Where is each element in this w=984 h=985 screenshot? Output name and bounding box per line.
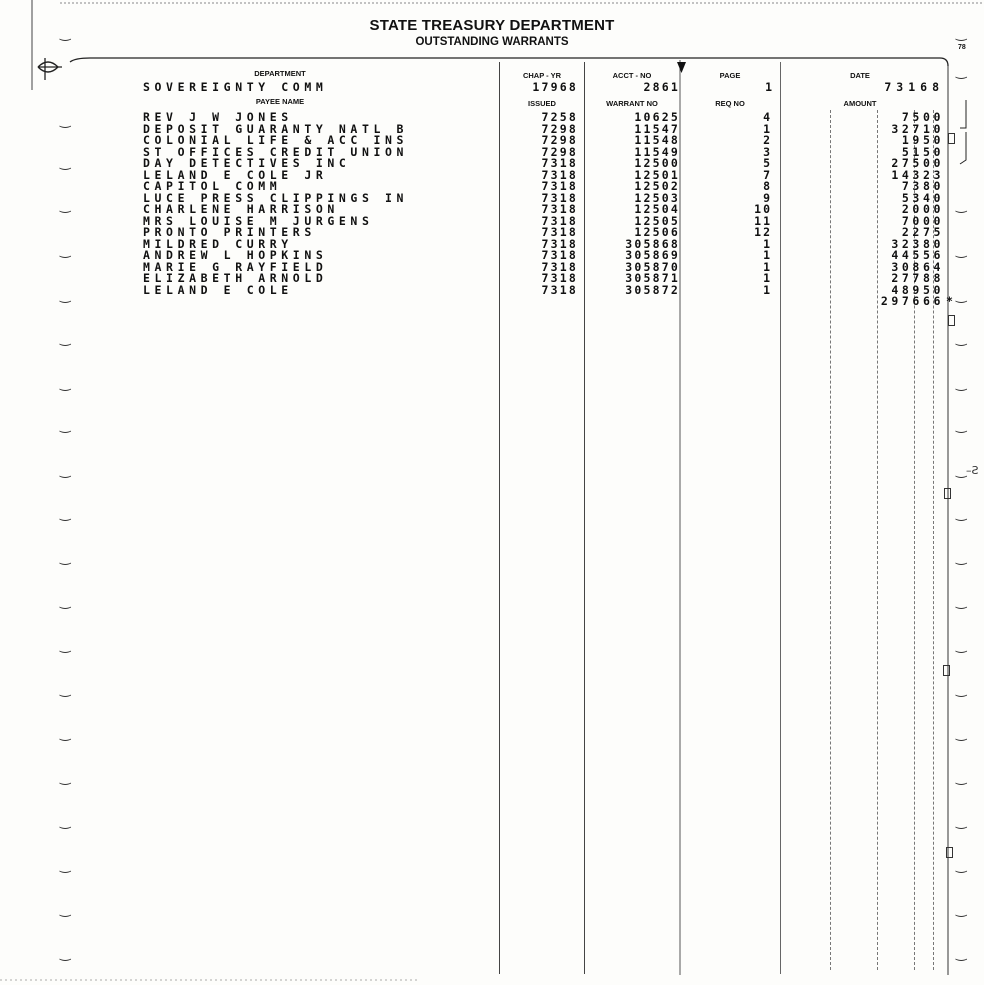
issued-value: 7318: [541, 190, 578, 205]
req-column: [700, 112, 772, 296]
amount-value: 7500: [901, 110, 944, 124]
req-number: 8: [763, 179, 772, 193]
req-number: 10: [754, 202, 772, 216]
issued-value: 7318: [541, 225, 578, 239]
payee-name: ANDREW L HOPKINS: [143, 248, 328, 262]
payee-name: MILDRED CURRY: [143, 236, 293, 251]
margin-tick-icon: ‿: [60, 199, 71, 214]
margin-mark-icon: [944, 488, 951, 499]
payee-name: CAPITOL COMM: [143, 179, 282, 193]
corner-number: 78: [958, 44, 966, 51]
margin-tick-icon: ‿: [60, 771, 71, 786]
margin-q-icon: –Ƨ: [966, 464, 979, 477]
margin-tick-icon: ‿: [60, 377, 71, 392]
document-title: STATE TREASURY DEPARTMENT: [369, 17, 615, 34]
issued-value: 7318: [541, 156, 578, 170]
issued-value: 7318: [541, 248, 578, 262]
warrant-number: 305868: [625, 236, 680, 251]
req-number: 9: [763, 190, 772, 205]
margin-tick-icon: ‿: [60, 595, 71, 610]
margin-tick-icon: ‿: [60, 859, 71, 874]
amount-value: 30864: [891, 259, 944, 274]
req-number: 1: [763, 282, 772, 297]
issued-value: 7318: [541, 213, 578, 228]
amount-value: 48950: [891, 282, 944, 297]
page-value: 1: [765, 80, 772, 94]
payee-name-label: PAYEE NAME: [255, 97, 305, 106]
margin-tick-icon: ‿: [956, 947, 967, 962]
req-number: 1: [763, 121, 772, 136]
issued-value: 7298: [541, 133, 578, 147]
margin-mark-icon: [943, 665, 950, 676]
margin-tick-icon: ‿: [60, 507, 71, 522]
margin-tick-icon: ‿: [956, 419, 967, 434]
margin-tick-icon: ‿: [956, 903, 967, 918]
amount-value: 7380: [901, 179, 944, 193]
warrant-number: 10625: [634, 110, 680, 124]
margin-tick-icon: ‿: [956, 727, 967, 742]
amount-value: 2275: [901, 225, 944, 239]
margin-tick-icon: ‿: [60, 419, 71, 434]
margin-tick-icon: ‿: [956, 507, 967, 522]
req-number: 11: [754, 213, 772, 228]
document-subtitle: OUTSTANDING WARRANTS: [415, 36, 569, 48]
issued-value: 7298: [541, 144, 578, 159]
acct-no-label: ACCT - NO: [612, 71, 652, 80]
req-no-label: REQ NO: [715, 99, 745, 108]
issued-value: 7318: [541, 271, 578, 285]
margin-tick-icon: ‿: [956, 65, 967, 80]
req-number: 1: [763, 259, 772, 274]
warrant-number: 12500: [634, 156, 680, 170]
issued-value: 7298: [541, 121, 578, 136]
warrant-number: 12501: [634, 167, 680, 182]
margin-mark-icon: [948, 315, 955, 326]
issued-value: 7318: [541, 259, 578, 274]
date-value: 73168: [884, 80, 944, 94]
payee-name: MARIE G RAYFIELD: [143, 259, 328, 274]
warrant-number: 12502: [634, 179, 680, 193]
margin-tick-icon: ‿: [956, 859, 967, 874]
margin-tick-icon: ‿: [956, 815, 967, 830]
margin-tick-icon: ‿: [60, 114, 71, 129]
payee-name: REV J W JONES: [143, 110, 293, 124]
req-number: 7: [763, 167, 772, 182]
amount-label: AMOUNT: [843, 99, 877, 108]
amount-value: 5340: [901, 190, 944, 205]
req-number: 2: [763, 133, 772, 147]
payee-name: ST OFFICES CREDIT UNION: [143, 144, 409, 159]
warrant-number: 305871: [625, 271, 680, 285]
payee-column: [143, 112, 483, 296]
warrant-number: 305870: [625, 259, 680, 274]
margin-tick-icon: ‿: [60, 639, 71, 654]
payee-name: LUCE PRESS CLIPPINGS IN: [143, 190, 409, 205]
amount-value: 44556: [891, 248, 944, 262]
amount-value: 32380: [891, 236, 944, 251]
total-amount: 297666: [880, 294, 944, 308]
margin-tick-icon: ‿: [956, 771, 967, 786]
warrant-no-label: WARRANT NO: [606, 99, 658, 108]
alignment-pointer: [677, 62, 686, 73]
date-label: DATE: [850, 71, 870, 80]
amount-value: 32710: [891, 121, 944, 136]
margin-tick-icon: ‿: [956, 27, 967, 42]
margin-tick-icon: ‿: [956, 377, 967, 392]
req-number: 4: [763, 110, 772, 124]
req-number: 12: [754, 225, 772, 239]
margin-tick-icon: ‿: [956, 199, 967, 214]
amount-value: 14323: [891, 167, 944, 182]
warrant-number: 12504: [634, 202, 680, 216]
page-label: PAGE: [719, 71, 741, 80]
amount-value: 1950: [901, 133, 944, 147]
margin-tick-icon: ‿: [60, 156, 71, 171]
warrant-column: [590, 112, 680, 296]
issued-label: ISSUED: [528, 99, 556, 108]
req-number: 5: [763, 156, 772, 170]
req-number: 3: [763, 144, 772, 159]
margin-tick-icon: ‿: [60, 683, 71, 698]
margin-tick-icon: ‿: [60, 332, 71, 347]
margin-tick-icon: ‿: [60, 244, 71, 259]
issued-value: 7258: [541, 110, 578, 124]
margin-tick-icon: ‿: [956, 332, 967, 347]
margin-tick-icon: ‿: [60, 815, 71, 830]
margin-tick-icon: ‿: [956, 595, 967, 610]
amount-column: [830, 112, 944, 308]
total-marker: *: [946, 294, 953, 308]
margin-tick-icon: ‿: [60, 727, 71, 742]
amount-value: 7000: [901, 213, 944, 228]
warrant-number: 11549: [634, 144, 680, 159]
warrant-column-rule: [584, 62, 585, 974]
warrant-number: 305869: [625, 248, 680, 262]
req-number: 1: [763, 248, 772, 262]
amount-value: 27788: [891, 271, 944, 285]
payee-name: COLONIAL LIFE & ACC INS: [143, 133, 409, 147]
warrant-number: 11548: [634, 133, 680, 147]
margin-tick-icon: ‿: [60, 289, 71, 304]
amount-value: 5150: [901, 144, 944, 159]
chap-yr-value: 17968: [532, 80, 578, 94]
payee-name: LELAND E COLE JR: [143, 167, 328, 182]
warrant-number: 11547: [634, 121, 680, 136]
payee-name: MRS LOUISE M JURGENS: [143, 213, 374, 228]
issued-value: 7318: [541, 282, 578, 297]
req-number: 1: [763, 271, 772, 285]
payee-name: LELAND E COLE: [143, 282, 293, 297]
payee-name: PRONTO PRINTERS: [143, 225, 316, 239]
margin-tick-icon: ‿: [60, 947, 71, 962]
amount-value: 2000: [901, 202, 944, 216]
issued-value: 7318: [541, 202, 578, 216]
warrant-number: 12506: [634, 225, 680, 239]
margin-mark-icon: [946, 847, 953, 858]
margin-tick-icon: ‿: [60, 464, 71, 479]
department-value: SOVEREIGNTY COMM: [143, 80, 328, 94]
margin-tick-icon: ‿: [956, 683, 967, 698]
margin-tick-icon: ‿: [956, 244, 967, 259]
issued-value: 7318: [541, 167, 578, 182]
margin-tick-icon: ‿: [956, 289, 967, 304]
margin-tick-icon: ‿: [956, 551, 967, 566]
req-number: 1: [763, 236, 772, 251]
department-label: DEPARTMENT: [254, 69, 306, 78]
issued-value: 7318: [541, 179, 578, 193]
chap-yr-label: CHAP - YR: [522, 71, 562, 80]
margin-tick-icon: ‿: [60, 551, 71, 566]
issued-column: [500, 112, 578, 296]
warrant-number: 12505: [634, 213, 680, 228]
amount-value: 27500: [891, 156, 944, 170]
warrant-number: 305872: [625, 282, 680, 297]
payee-name: DAY DETECTIVES INC: [143, 156, 351, 170]
payee-name: DEPOSIT GUARANTY NATL B: [143, 121, 409, 136]
margin-tick-icon: ‿: [60, 27, 71, 42]
form-top-border: [70, 58, 948, 66]
amount-column-rule: [780, 62, 781, 974]
margin-tick-icon: ‿: [956, 639, 967, 654]
payee-name: CHARLENE HARRISON: [143, 202, 339, 216]
payee-name: ELIZABETH ARNOLD: [143, 271, 328, 285]
margin-mark-icon: [948, 133, 955, 144]
acct-no-value: 2861: [643, 80, 680, 94]
warrant-number: 12503: [634, 190, 680, 205]
issued-value: 7318: [541, 236, 578, 251]
margin-tick-icon: ‿: [956, 464, 967, 479]
margin-tick-icon: ‿: [60, 903, 71, 918]
